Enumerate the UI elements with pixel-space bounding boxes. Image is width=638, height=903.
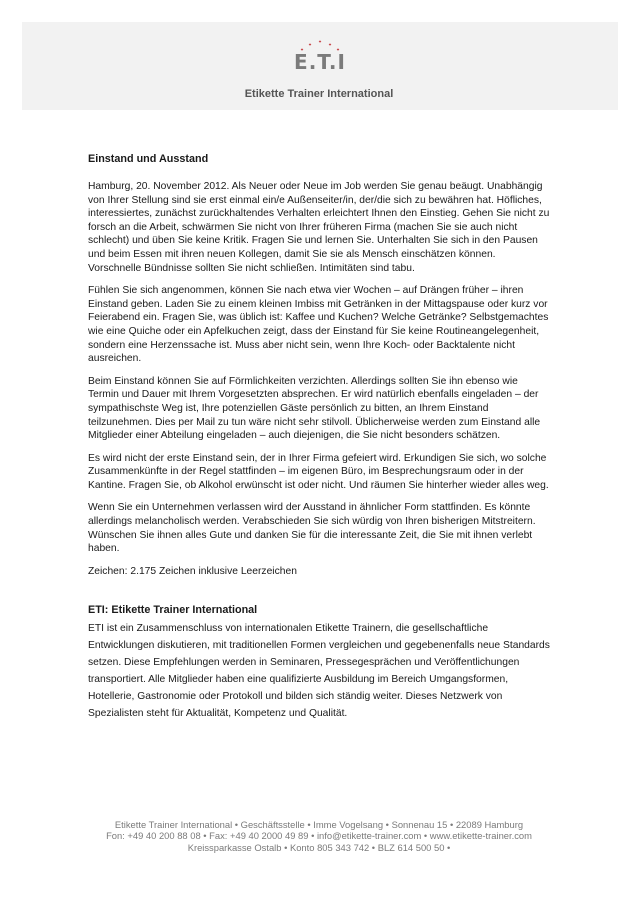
eti-logo [290, 38, 350, 78]
paragraph: Fühlen Sie sich angenommen, können Sie nach etwa vier Wochen – auf Drängen früher – ihren Einstand geben. Laden Sie zu einem kleinen Imbiss mit Getränken in der Mittagspause oder kurz vor Feierabend ein. Fragen Sie, was üblich ist: Kaffee und Kuchen? Welche Getränke? Selbstgemachtes wie eine Quiche oder ein Apfelkuchen zeigt, dass der Einstand für Sie keine Routineangelegenheit, sondern eine Herzenssache ist. Muss aber nicht sein, wenn Ihre Koch- oder Backtalente nicht ausreichen. [88, 285, 549, 365]
about-title: ETI: Etikette Trainer International [88, 604, 258, 617]
paragraph: Es wird nicht der erste Einstand sein, der in Ihrer Firma gefeiert wird. Erkundigen Sie sich, wo solche Zusammenkünfte in der Regel stattfinden – im eigenen Büro, im Besprechungsraum oder in der Kantine. Fragen Sie, ob Alkohol erwünscht ist oder nicht. Und räumen Sie hinterher wieder alles weg. [88, 452, 549, 491]
article [88, 152, 550, 731]
character-count: Zeichen: 2.175 Zeichen inklusive Leerzeichen [88, 565, 297, 577]
footer-bank: Kreissparkasse Ostalb • Konto 805 343 742 • BLZ 614 500 50 • [187, 841, 451, 853]
about-text: ETI ist ein Zusammenschluss von internationalen Etikette Trainern, die gesellschaftliche Entwicklungen diskutieren, mit traditionellen Formen vergleichen und gegebenenfalls neue Standards setzen. Diese Empfehlungen werden in Seminaren, Pressegesprächen und Veröffentlichungen transportiert. Alle Mitglieder haben eine qualifizierte Ausbildung im Bereich Umgangsformen, Hotellerie, Gastronomie oder Protokoll und bilden sich ständig weiter. Dieses Netzwerk von Spezialisten steht für Aktualität, Kompetenz und Qualität. [88, 623, 550, 720]
article-title: Einstand und Ausstand [88, 153, 209, 165]
footer [0, 819, 638, 853]
paragraph: Wenn Sie ein Unternehmen verlassen wird der Ausstand in ähnlicher Form stattfinden. Es könnte allerdings melancholisch werden. Verabschieden Sie sich würdig von Ihren bisherigen Mitstreitern. Wünschen Sie ihnen alles Gute und danken Sie für die interessante Zeit, die Sie mit ihnen verlebt haben. [88, 502, 536, 555]
footer-address: Etikette Trainer International • Geschäftsstelle • Imme Vogelsang • Sonnenau 15 • 22089 Hamburg [114, 819, 524, 830]
paragraph: Hamburg, 20. November 2012. Als Neuer oder Neue im Job werden Sie genau beäugt. Unabhängig von Ihrer Stellung sind sie erst einmal ein/e Außenseiter/in, der/die sich zu bewähren hat. Höfliches, interessiertes, zunächst zurückhaltendes Verhalten erleichtert Ihnen den Einstieg. Gehen Sie nicht zu forsch an die Arbeit, schwärmen Sie nicht von Ihrer früheren Firma (machen Sie sie auch nicht schlecht) und üben Sie keine Kritik. Fragen Sie und lernen Sie. Unterhalten Sie sich in den Pausen und beim Essen mit ihren neuen Kollegen, damit Sie sie als Mensch einschätzen können. Vorschnelle Bündnisse sollten Sie nicht schließen. Intimitäten sind tabu. [88, 181, 550, 274]
logo-text: E.T.I [294, 50, 346, 74]
organization-name: Etikette Trainer International [244, 88, 394, 100]
paragraph: Beim Einstand können Sie auf Förmlichkeiten verzichten. Allerdings sollten Sie ihn ebenso wie Termin und Dauer mit Ihrem Vorgesetzten absprechen. Er wird natürlich ebenfalls eingeladen – der sympathischste Weg ist, Ihre potenziellen Gäste persönlich zu bitten, an Ihrem Einstand teilzunehmen. Dies per Mail zu tun wäre nicht sehr stilvoll. Üblicherweise werden zum Einstand alle Mitglieder einer Abteilung eingeladen – auch diejenigen, die Sie nicht besonders schätzen. [88, 375, 541, 442]
footer-contact: Fon: +49 40 200 88 08 • Fax: +49 40 2000 49 89 • info@etikette-trainer.com • www.etikette-trainer.com [106, 830, 532, 842]
